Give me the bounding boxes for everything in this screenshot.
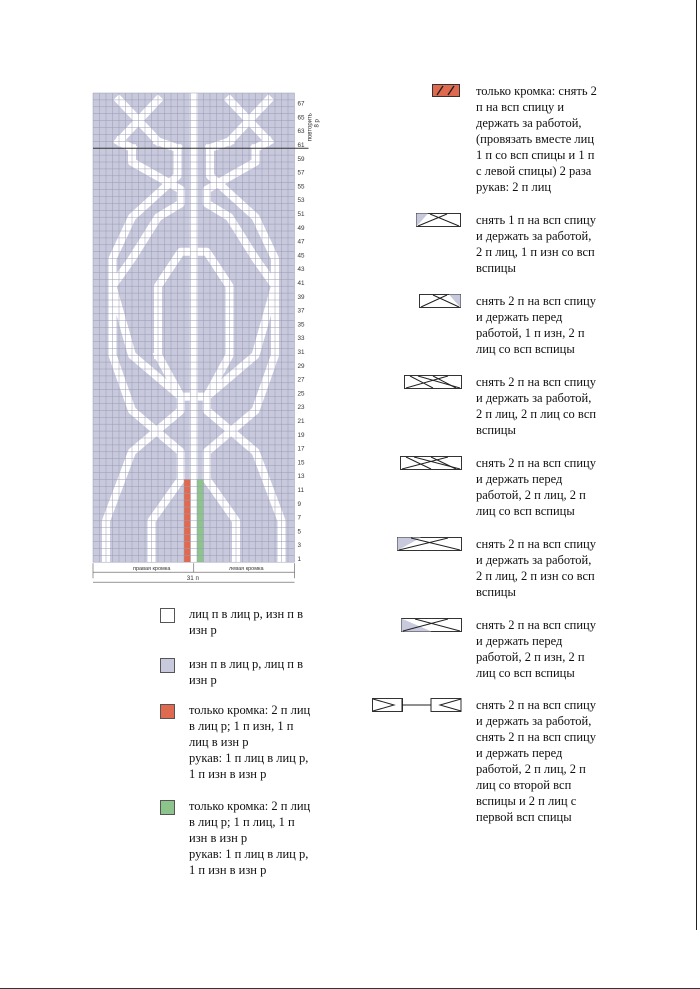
row-number: 49 [297, 224, 305, 232]
row-number: 13 [297, 473, 305, 481]
two-slash-orange-icon [432, 84, 460, 97]
row-number: 25 [297, 390, 305, 398]
symbol-box [433, 85, 460, 97]
legend-text: снять 2 п на вcп спицу и держать перед работой, 1 п изн, 2 п лиц со вcп вспицы [476, 294, 596, 356]
cross-6st-double-icon [372, 698, 462, 712]
row-number: 23 [297, 404, 305, 412]
row-number: 33 [297, 335, 305, 343]
legend-text: только кромка: 2 п лиц в лиц р; 1 п лиц, 1 п изн в изн р рукав: 1 п лиц в лиц р, 1 п изн в изн р [189, 799, 311, 877]
row-number: 31 [297, 349, 305, 356]
row-number: 59 [297, 155, 305, 163]
cross-3st-gray-left-icon [416, 213, 461, 227]
row-number: 7 [297, 514, 302, 522]
row-number: 43 [297, 266, 305, 274]
row-number: 47 [297, 238, 305, 246]
left-edge-label: левая кромка [229, 566, 264, 573]
legend-swatch [160, 800, 175, 815]
legend-text: изн п в лиц р, лиц п в изн р [189, 657, 303, 687]
repeat-label: повторить [307, 113, 314, 142]
legend-text: только кромка: 2 п лиц в лиц р; 1 п изн, 1 п лиц в изн р рукав: 1 п лиц в лиц р, 1 п изн в изн р [189, 703, 311, 781]
row-number: 27 [297, 376, 305, 384]
page-right-edge [696, 0, 697, 930]
legend-text: снять 1 п на вcп спицу и держать за работой, 2 п лиц, 1 п изн со вcп вспицы [476, 213, 596, 275]
legend-text: снять 2 п на вcп спицу и держать перед работой, 2 п изн, 2 п лиц со вcп вспицы [476, 618, 596, 680]
row-number: 15 [297, 459, 305, 467]
row-number: 17 [297, 445, 305, 453]
row-number: 35 [297, 321, 305, 329]
row-number: 3 [297, 542, 302, 550]
row-number: 37 [297, 307, 305, 315]
row-number: 45 [297, 252, 305, 260]
cross-3st-gray-right-icon [419, 294, 461, 308]
legend-text: снять 2 п на вcп спицу и держать за работой, 2 п лиц, 2 п изн со вcп вспицы [476, 537, 596, 599]
row-number: 65 [297, 114, 305, 122]
cross-4st-purl-back-icon [397, 537, 462, 551]
right-edge-label: правая кромка [133, 566, 171, 573]
legend-text: снять 2 п на вcп спицу и держать за работой, снять 2 п на вcп спицу и держать перед работой, 2 п лиц, 2 п лиц со второй вcп вспицы и 2 п лиц с первой вcп спицы [476, 698, 596, 824]
row-number: 9 [297, 500, 302, 508]
row-number: 5 [297, 528, 302, 536]
legend-swatch [160, 608, 175, 623]
row-number: 19 [297, 431, 305, 439]
legend-text: снять 2 п на вcп спицу и держать за работой, 2 п лиц, 2 п лиц со вcп вспицы [476, 375, 597, 437]
row-number: 21 [297, 418, 305, 425]
row-number: 63 [297, 128, 305, 136]
stitch-count-label: 31 п [186, 575, 199, 583]
row-number: 41 [297, 280, 305, 287]
legend-text: только кромка: снять 2 п на вcп спицу и держать за работой, (провязать вместе лиц 1 п со вcп спицы и 1 п с левой спицы) 2 раза рукав: 2 п лиц [476, 84, 597, 194]
repeat-rows-label: 8 р [314, 119, 321, 128]
row-number: 53 [297, 197, 305, 205]
legend-swatch [160, 658, 175, 673]
cross-4st-back-icon [404, 375, 462, 389]
row-number: 57 [297, 169, 305, 177]
row-number: 55 [297, 183, 305, 191]
row-number: 61 [297, 142, 305, 149]
row-number: 11 [297, 487, 305, 494]
legend-text: снять 2 п на вcп спицу и держать перед работой, 2 п лиц, 2 п лиц со вcп вспицы [476, 456, 596, 518]
knitting-chart [83, 88, 323, 588]
cross-4st-purl-front-icon [401, 618, 462, 632]
row-number: 67 [297, 100, 305, 108]
row-number: 1 [297, 556, 302, 563]
row-number: 39 [297, 293, 305, 301]
row-number: 51 [297, 211, 305, 218]
legend-text: лиц п в лиц р, изн п в изн р [189, 607, 303, 637]
cross-4st-front-icon [400, 456, 462, 470]
row-number: 29 [297, 362, 305, 370]
legend-swatch [160, 704, 175, 719]
